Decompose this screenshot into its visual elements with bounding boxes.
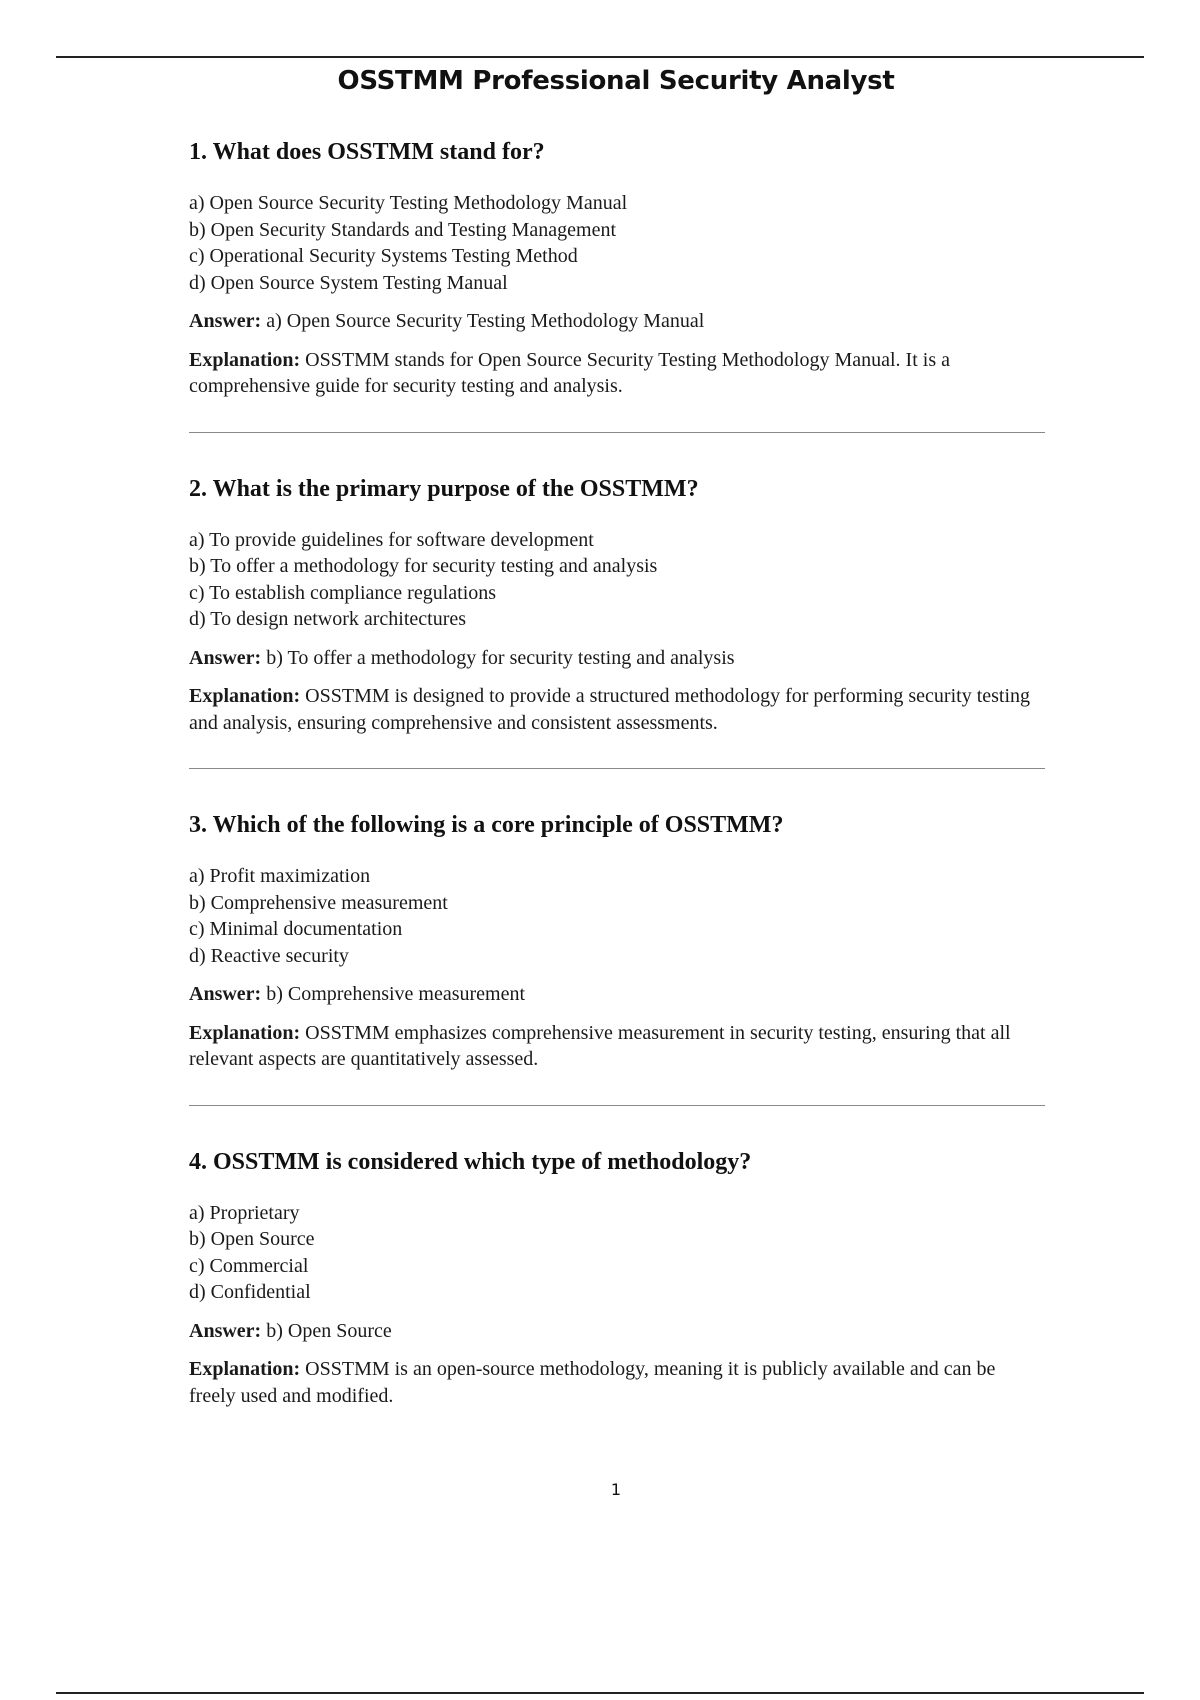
section-divider bbox=[189, 432, 1045, 433]
explanation-paragraph bbox=[189, 1356, 1045, 1409]
section-divider bbox=[189, 1105, 1045, 1106]
question-heading: 3. Which of the following is a core principle of OSSTMM? bbox=[189, 812, 784, 838]
question-block bbox=[189, 136, 1045, 400]
question-block bbox=[189, 473, 1045, 737]
option-d: d) Confidential bbox=[189, 1281, 311, 1303]
answer-label: Answer: bbox=[189, 983, 262, 1005]
top-rule bbox=[56, 56, 1144, 58]
option-a: a) Open Source Security Testing Methodology Manual bbox=[189, 192, 628, 214]
explanation-text: OSSTMM is designed to provide a structured methodology for performing security testing and analysis, ensuring comprehensive and consistent assessments. bbox=[189, 685, 1031, 734]
answer-line bbox=[189, 1318, 1045, 1345]
answer-text: a) Open Source Security Testing Methodology Manual bbox=[266, 310, 705, 332]
option-a: a) Profit maximization bbox=[189, 865, 371, 887]
answer-text: b) Open Source bbox=[266, 1319, 392, 1342]
explanation-paragraph bbox=[189, 1020, 1045, 1073]
explanation-label: Explanation: bbox=[189, 1358, 301, 1380]
option-a: a) Proprietary bbox=[189, 1201, 300, 1224]
option-c: c) Minimal documentation bbox=[189, 918, 403, 940]
option-b: b) Comprehensive measurement bbox=[189, 891, 448, 914]
option-c: c) Commercial bbox=[189, 1254, 309, 1277]
explanation-text: OSSTMM is an open-source methodology, meaning it is publicly available and can be freely used and modified. bbox=[189, 1358, 996, 1407]
option-b: b) Open Source bbox=[189, 1228, 315, 1250]
bottom-rule bbox=[56, 1692, 1144, 1694]
explanation-paragraph bbox=[189, 347, 1045, 400]
option-b: b) Open Security Standards and Testing Management bbox=[189, 218, 617, 241]
option-b: b) To offer a methodology for security testing and analysis bbox=[189, 555, 658, 577]
option-list bbox=[189, 190, 1045, 296]
answer-line bbox=[189, 981, 1045, 1008]
explanation-text: OSSTMM stands for Open Source Security Testing Methodology Manual. It is a comprehensive guide for security testing and analysis. bbox=[189, 348, 950, 397]
explanation-label: Explanation: bbox=[189, 348, 301, 371]
explanation-label: Explanation: bbox=[189, 685, 301, 707]
answer-line bbox=[189, 645, 1045, 672]
answer-label: Answer: bbox=[189, 310, 262, 332]
option-c: c) Operational Security Systems Testing Method bbox=[189, 245, 578, 267]
option-a: a) To provide guidelines for software development bbox=[189, 528, 594, 551]
answer-text: b) To offer a methodology for security testing and analysis bbox=[266, 646, 735, 669]
answer-line bbox=[189, 308, 1045, 335]
option-list bbox=[189, 527, 1045, 633]
question-heading: 2. What is the primary purpose of the OSSTMM? bbox=[189, 475, 699, 502]
explanation-text: OSSTMM emphasizes comprehensive measurement in security testing, ensuring that all relevant aspects are quantitatively assessed. bbox=[189, 1021, 1011, 1070]
explanation-label: Explanation: bbox=[189, 1021, 301, 1044]
answer-label: Answer: bbox=[189, 1319, 262, 1342]
option-c: c) To establish compliance regulations bbox=[189, 581, 497, 604]
page-number: 1 bbox=[610, 1480, 622, 1499]
explanation-paragraph bbox=[189, 683, 1045, 736]
answer-text: b) Comprehensive measurement bbox=[266, 983, 526, 1005]
document-title: OSSTMM Professional Security Analyst bbox=[337, 66, 895, 96]
section-divider bbox=[189, 768, 1045, 769]
option-d: d) Reactive security bbox=[189, 944, 349, 967]
question-block bbox=[189, 1146, 1045, 1410]
answer-label: Answer: bbox=[189, 646, 262, 669]
question-heading: 1. What does OSSTMM stand for? bbox=[189, 139, 545, 165]
option-d: d) To design network architectures bbox=[189, 608, 467, 630]
option-list bbox=[189, 1200, 1045, 1306]
question-heading: 4. OSSTMM is considered which type of methodology? bbox=[189, 1148, 752, 1175]
option-list bbox=[189, 863, 1045, 969]
question-block bbox=[189, 809, 1045, 1073]
option-d: d) Open Source System Testing Manual bbox=[189, 271, 508, 294]
question-list bbox=[189, 136, 1045, 1409]
